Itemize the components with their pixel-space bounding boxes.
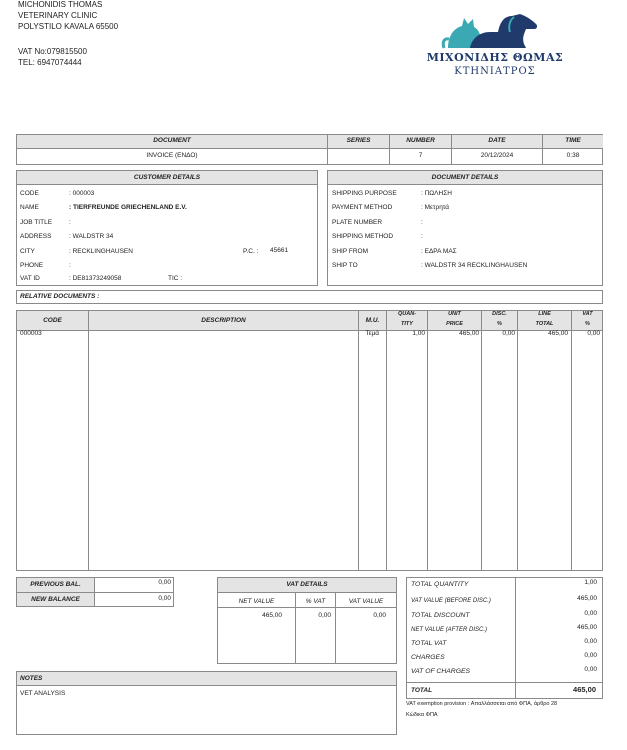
totals-label: VAT OF CHARGES [411,668,471,675]
col-disc-1: DISC. [492,311,507,317]
relative-documents-box [16,290,603,304]
date-label: DATE [488,137,506,144]
customer-address: : WALDSTR 34 [69,233,114,240]
customer-job-label: JOB TITLE [20,219,53,226]
totals-value: 465,00 [577,595,597,602]
customer-city-label: CITY [20,248,35,255]
issuer-vat: VAT No:079815500 [18,47,87,56]
series-label: SERIES [346,137,371,144]
time-label: TIME [565,137,581,144]
item-disc: 0,00 [502,330,515,337]
customer-details-title: CUSTOMER DETAILS [17,171,317,184]
customer-city: : RECKLINGHAUSEN [69,248,133,255]
customer-code: : 000003 [69,190,95,197]
document-type: INVOICE (ΕΝΔΟ) [146,152,198,159]
totals-label: VAT VALUE (BEFORE DISC.) [411,598,491,604]
logo-name: ΜΙΧΟΝΙΔΗΣ ΘΩΜΑΣ [426,51,564,64]
customer-phone: : [69,262,71,269]
totals-label: TOTAL QUANTITY [411,581,469,588]
totals-label: NET VALUE (AFTER DISC.) [411,627,488,633]
vat-exemption-note-2: Κώδικα ΦΠΑ [406,712,438,718]
col-mu: M.U. [365,317,380,324]
date-value: 20/12/2024 [480,152,514,159]
customer-pc: 45661 [270,247,289,254]
document-label: DOCUMENT [153,137,191,144]
col-price-1: UNIT [448,311,461,317]
col-total-1: LINE [538,311,551,317]
customer-details-box [16,170,318,286]
totals-value: 0,00 [584,638,597,645]
customer-code-label: CODE [20,190,39,197]
items-table [16,310,603,571]
totals-label: CHARGES [411,654,445,661]
col-qty-1: QUAN- [397,311,417,317]
logo-profession: ΚΤΗΝΙΑΤΡΟΣ [454,66,536,77]
vat-pct-label: % VAT [305,598,326,605]
number-label: NUMBER [406,137,435,144]
doc-detail-label: PAYMENT METHOD [332,204,393,211]
totals-value: 0,00 [584,652,597,659]
doc-detail-value: : ΠΩΛΗΣΗ [421,190,452,197]
customer-name-label: NAME [20,204,39,211]
vat-net: 465,00 [262,612,282,619]
pets-logo-icon [440,8,560,52]
col-disc-2: % [497,321,502,327]
vat-details-title: VAT DETAILS [218,578,396,592]
new-balance-label: NEW BALANCE [31,596,80,603]
totals-label: TOTAL DISCOUNT [411,612,470,619]
new-balance: 0,00 [158,595,171,602]
vat-value-label: VAT VALUE [348,598,384,605]
number-value: 7 [418,152,423,159]
doc-detail-label: SHIP FROM [332,248,368,255]
customer-pc-label: P.C. : [243,248,259,255]
issuer-business: VETERINARY CLINIC [18,11,98,20]
vat-value: 0,00 [373,612,386,619]
col-vat-2: % [585,321,590,327]
vat-pct: 0,00 [318,612,331,619]
item-qty: 1,00 [412,330,425,337]
item-total: 465,00 [548,330,568,337]
notes-text: VET ANALYSIS [20,690,66,697]
document-details-title: DOCUMENT DETAILS [328,171,602,184]
item-vat: 0,00 [587,330,600,337]
col-qty-2: TITY [401,321,413,327]
col-price-2: PRICE [446,321,463,327]
issuer-tel: TEL: 6947074444 [18,58,82,67]
col-description: DESCRIPTION [201,317,246,324]
grand-total-label: TOTAL [411,687,433,694]
totals-value: 1,00 [584,579,597,586]
customer-phone-label: PHONE [20,262,44,269]
relative-documents-label: RELATIVE DOCUMENTS : [20,293,100,300]
totals-value: 0,00 [584,666,597,673]
customer-vat: : DE81373249058 [69,275,122,282]
col-total-2: TOTAL [535,321,554,327]
notes-title: NOTES [20,675,43,682]
totals-label: TOTAL VAT [411,640,447,647]
vat-exemption-note: VAT exemption provision : Απαλλάσσεται από ΦΠΑ, άρθρο 28 [406,701,558,707]
doc-detail-value: : WALDSTR 34 RECKLINGHAUSEN [421,262,528,269]
totals-value: 465,00 [577,624,597,631]
previous-balance: 0,00 [158,579,171,586]
clinic-logo [440,8,560,52]
item-mu: Τεμά [365,330,379,337]
totals-value: 0,00 [584,610,597,617]
vat-net-label: NET VALUE [238,598,275,605]
col-code: CODE [43,317,62,324]
grand-total: 465,00 [573,685,596,694]
doc-detail-value: : [421,233,423,240]
doc-detail-label: SHIP TO [332,262,358,269]
item-code: 000003 [20,330,42,337]
doc-detail-label: PLATE NUMBER [332,219,383,226]
issuer-address: POLYSTILO KAVALA 65500 [18,22,119,31]
customer-address-label: ADDRESS [20,233,52,240]
doc-detail-value: : [421,219,423,226]
customer-job: : [69,219,71,226]
item-price: 465,00 [459,330,479,337]
doc-detail-label: SHIPPING PURPOSE [332,190,397,197]
customer-name: : TIERFREUNDE GRIECHENLAND E.V. [69,204,187,211]
issuer-name: MICHONIDIS THOMAS [18,0,103,9]
customer-tic-label: TIC : [168,275,183,282]
col-vat-1: VAT [582,311,593,317]
doc-detail-label: SHIPPING METHOD [332,233,394,240]
customer-vat-label: VAT ID [20,275,40,282]
doc-detail-value: : ΕΔΡΑ ΜΑΣ [421,248,457,255]
previous-balance-label: PREVIOUS BAL. [30,581,81,588]
doc-detail-value: : Μετρητά [421,204,450,211]
time-value: 0:38 [566,152,580,159]
